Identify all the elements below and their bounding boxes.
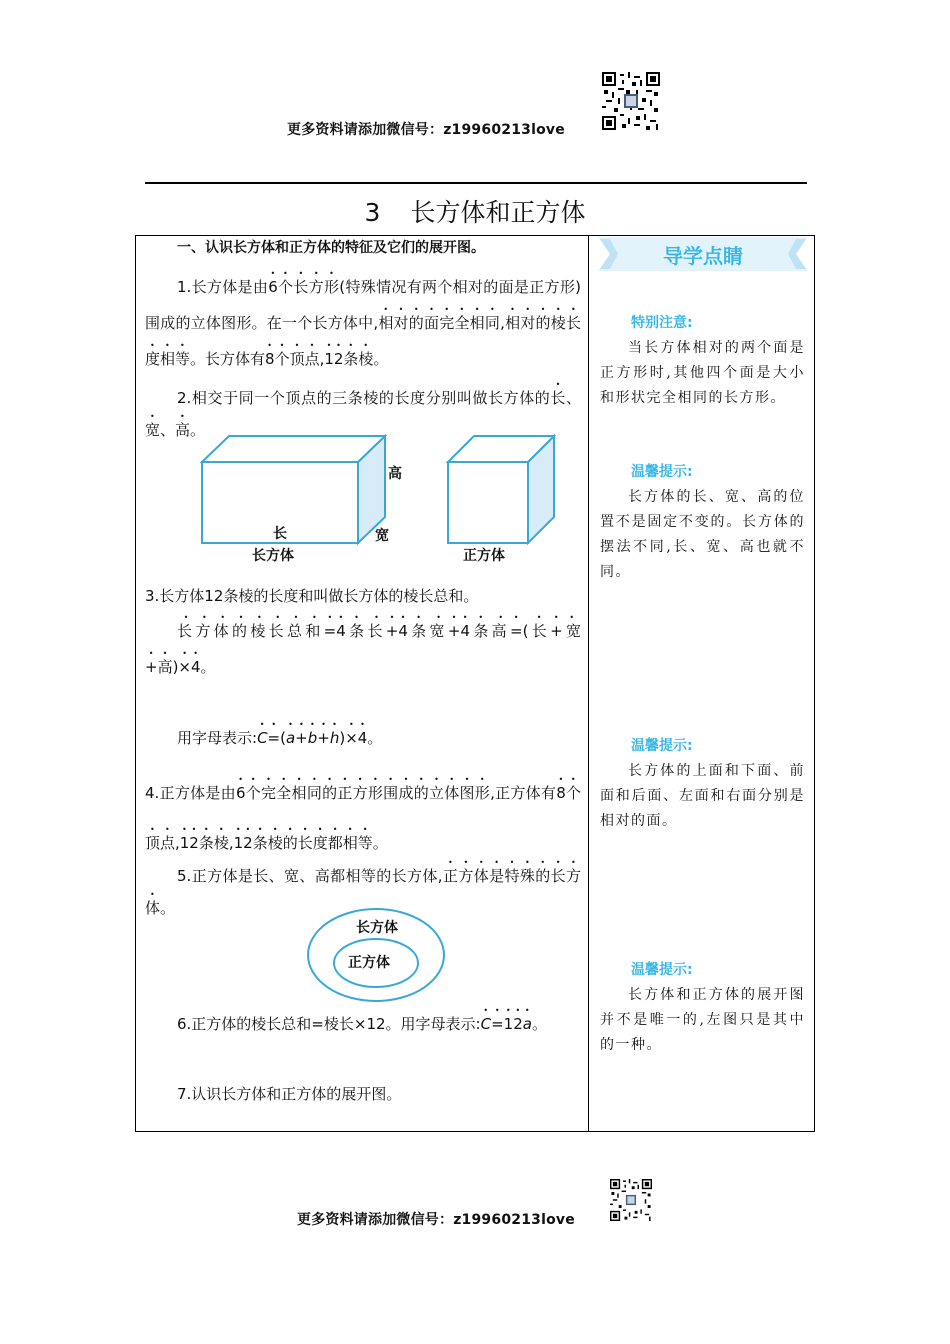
p3f-eq: =(: [267, 729, 286, 747]
guide-banner: [596, 235, 810, 273]
inner-label: 正方体: [348, 955, 390, 971]
p2-c: 。: [190, 421, 206, 439]
p1-a: 1.长方体是由: [177, 278, 269, 296]
p1-f: 8个顶点,12条棱: [265, 350, 374, 368]
cuboid-caption: 长方体: [252, 548, 294, 564]
p6-a: 6.正方体的棱长总和=棱长×12。用字母表示:: [177, 1015, 481, 1033]
p1-b: 6个长方形: [268, 278, 340, 296]
p3-b: 长方体的棱长总和=4条长+4条宽+4条高=(长+宽+高)×4: [145, 622, 581, 676]
p1-d: 相对的面完全相同,相对的棱长度相等: [145, 314, 581, 368]
p3f-C: C: [257, 729, 268, 747]
paragraph-4: [145, 768, 581, 868]
p4-c: ,正方体有: [490, 784, 557, 802]
p3-c: 。: [200, 658, 216, 676]
p2-b: 长、宽、高: [145, 389, 581, 439]
height-label: 高: [388, 466, 402, 482]
p3-a: 3.长方体12条棱的长度和叫做长方体的棱长总和。: [145, 587, 479, 605]
footer-wechat-text: 更多资料请添加微信号：z19960213love: [297, 1212, 575, 1228]
p5-b: 正方体是特殊的长方体: [145, 867, 581, 917]
cube-caption: 正方体: [463, 548, 505, 564]
p3f-plus1: +: [295, 729, 308, 747]
note4-body: 长方体和正方体的展开图并不是唯一的,左图只是其中的一种。: [600, 987, 805, 1053]
p1-c: (特殊情况有两个相对的面是正方形)围成的立体图形。在一个长方体中,: [145, 278, 581, 332]
p3f-plus2: +: [317, 729, 330, 747]
p5-c: 。: [160, 899, 176, 917]
p4-d: 8个顶点,12条棱,12条棱的长度都相等: [145, 784, 582, 852]
width-label: 宽: [375, 528, 389, 544]
p6-eq: =12: [491, 1015, 523, 1033]
paragraph-3-formula: [145, 720, 581, 756]
page-title: [0, 193, 950, 229]
p2-a: 2.相交于同一个顶点的三条棱的长度分别叫做长方体的: [177, 389, 551, 407]
paragraph-3: [145, 580, 581, 685]
note-special: [600, 311, 805, 411]
outer-label: 长方体: [356, 920, 398, 936]
header-wechat-text: 更多资料请添加微信号：z19960213love: [287, 122, 565, 138]
note1-body: 当长方体相对的两个面是正方形时,其他四个面是大小和形状完全相同的长方形。: [600, 340, 805, 406]
note-tip-1: [600, 460, 805, 585]
inclusion-figure: [306, 906, 446, 1004]
p6-a-var: a: [522, 1015, 532, 1033]
title-text: 长方体和正方体: [410, 198, 586, 227]
paragraph-1: [145, 269, 581, 377]
note2-body: 长方体的长、宽、高的位置不是固定不变的。长方体的摆法不同,长、宽、高也就不同。: [600, 489, 805, 580]
p3f-a-var: a: [285, 729, 296, 747]
note-tip-3: [600, 958, 805, 1058]
p4-e: 。: [372, 834, 388, 852]
p3f-a: 用字母表示:: [177, 729, 258, 747]
cuboid-drawing: [202, 436, 385, 543]
section-heading: 一、认识长方体和正方体的特征及它们的展开图。: [177, 240, 485, 256]
p4-a: 4.正方体是由: [145, 784, 236, 802]
title-number: 3: [364, 198, 381, 227]
p6-C: C: [480, 1015, 492, 1033]
p3f-end: )×4: [339, 729, 368, 747]
column-divider: [588, 236, 589, 1132]
p3f-h-var: h: [329, 729, 340, 747]
note3-heading: 温馨提示:: [631, 738, 693, 754]
cube-drawing: [448, 436, 554, 543]
p7: 7.认识长方体和正方体的展开图。: [177, 1085, 402, 1103]
note-tip-2: [600, 734, 805, 834]
note3-body: 长方体的上面和下面、前面和后面、左面和右面分别是相对的面。: [600, 763, 805, 829]
p3f-dot: 。: [367, 729, 383, 747]
paragraph-7: [145, 1076, 581, 1112]
paragraph-6: [145, 1004, 581, 1044]
p5-a: 5.正方体是长、宽、高都相等的长方体,: [177, 867, 443, 885]
header-qr-code: [602, 72, 660, 130]
note4-heading: 温馨提示:: [631, 962, 693, 978]
length-label: 长: [273, 526, 287, 542]
footer-qr-code: [610, 1179, 652, 1221]
section-heading-block: [145, 238, 581, 258]
p1-e: 。长方体有: [190, 350, 266, 368]
p3f-b-var: b: [307, 729, 318, 747]
title-rule: [145, 182, 807, 184]
note1-heading: 特别注意:: [631, 315, 693, 331]
note2-heading: 温馨提示:: [631, 464, 693, 480]
p4-b: 6个完全相同的正方形围成的立体图形: [235, 784, 491, 802]
p1-g: 。: [373, 350, 389, 368]
p6-dot: 。: [531, 1015, 547, 1033]
banner-title: 导学点睛: [663, 244, 743, 268]
cuboid-cube-figure: [196, 430, 566, 570]
